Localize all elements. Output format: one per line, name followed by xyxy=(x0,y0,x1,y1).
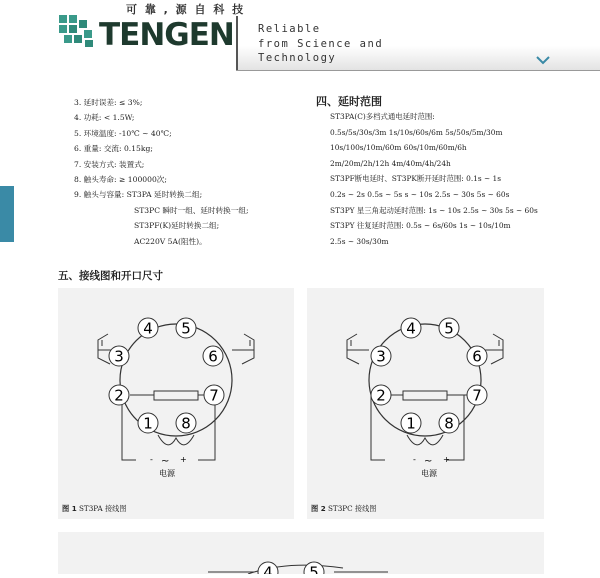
pin-6 xyxy=(203,346,223,366)
chevron-down-icon xyxy=(536,56,550,65)
svg-text:5: 5 xyxy=(309,563,319,574)
pin-7 xyxy=(204,385,224,405)
side-tab xyxy=(0,186,14,242)
header-divider xyxy=(236,70,600,71)
svg-text:3: 3 xyxy=(114,347,124,366)
plus-sign: + xyxy=(443,455,450,464)
spec-item: ST3PC 瞬时一组、延时转换一组; xyxy=(134,205,249,215)
power-supply-label: 电源 xyxy=(159,469,175,478)
pin-3 xyxy=(371,346,391,366)
range-line: 0.2s ~ 2s 0.5s ~ 5s s ~ 10s 2.5s ~ 30s 5s ~ 60s xyxy=(330,189,510,199)
spec-item: 6. 重量: 交流: 0.15kg; xyxy=(74,144,153,154)
wiring-diagram-st3pc xyxy=(307,288,544,519)
figure-title: ST3PC 接线图 xyxy=(328,504,377,513)
wiring-diagram-partial xyxy=(58,532,544,574)
figure-number: 图 1 xyxy=(62,504,77,513)
svg-text:6: 6 xyxy=(472,347,482,366)
svg-text:6: 6 xyxy=(208,347,218,366)
wiring-svg xyxy=(58,532,544,574)
wiring-svg xyxy=(307,288,544,519)
range-line: 0.5s/5s/30s/3m 1s/10s/60s/6m 5s/50s/5m/30m xyxy=(330,127,503,137)
svg-text:4: 4 xyxy=(406,319,416,338)
pin-7 xyxy=(467,385,487,405)
spec-item: ST3PF(K)延时转换二组; xyxy=(134,221,220,231)
svg-text:4: 4 xyxy=(143,319,153,338)
pin-8 xyxy=(439,413,459,433)
pin-4 xyxy=(258,562,278,574)
pin-5 xyxy=(304,562,324,574)
svg-text:5: 5 xyxy=(444,319,454,338)
pin-5 xyxy=(176,318,196,338)
power-supply-label: 电源 xyxy=(421,469,437,478)
svg-text:8: 8 xyxy=(444,414,454,433)
spec-item: 8. 触头寿命: ≥ 100000次; xyxy=(74,174,167,184)
svg-text:4: 4 xyxy=(263,563,273,574)
ac-symbol: ~ xyxy=(424,456,433,467)
spec-item: 3. 延时误差: ≤ 3%; xyxy=(74,98,143,107)
tengen-logo-icon xyxy=(58,14,96,48)
wiring-svg xyxy=(58,288,294,519)
pin-1 xyxy=(401,413,421,433)
section-4-title: 四、延时范围 xyxy=(316,95,382,108)
svg-text:2: 2 xyxy=(114,386,124,405)
figure-title: ST3PA 接线图 xyxy=(79,504,127,513)
wiring-diagram-st3pa xyxy=(58,288,294,519)
figure-caption xyxy=(62,504,127,514)
svg-text:8: 8 xyxy=(181,414,191,433)
pin-4 xyxy=(138,318,158,338)
range-line: ST3PY 星三角起动延时范围: 1s ~ 10s 2.5s ~ 30s 5s ~ 60s xyxy=(330,205,538,215)
spec-item: 9. 触头与容量: ST3PA 延时转换二组; xyxy=(74,190,203,200)
pin-3 xyxy=(109,346,129,366)
pin-2 xyxy=(371,385,391,405)
pin-8 xyxy=(176,413,196,433)
svg-text:2: 2 xyxy=(376,386,386,405)
pin-1 xyxy=(138,413,158,433)
minus-sign: - xyxy=(413,455,416,464)
plus-sign: + xyxy=(180,455,187,464)
spec-item: AC220V 5A(阻性)。 xyxy=(134,236,207,246)
slogan-cn: 可 靠 , 源 自 科 技 xyxy=(126,3,246,16)
spec-item: 4. 功耗: < 1.5W; xyxy=(74,113,135,123)
pin-6 xyxy=(467,346,487,366)
tagline-line-1: Reliable xyxy=(258,23,321,35)
svg-text:1: 1 xyxy=(143,414,153,433)
svg-text:7: 7 xyxy=(209,386,219,405)
figure-number: 图 2 xyxy=(311,504,326,513)
figure-caption xyxy=(311,504,376,514)
range-line: ST3PA(C)多档式通电延时范围: xyxy=(330,112,435,121)
pin-2 xyxy=(109,385,129,405)
minus-sign: - xyxy=(150,455,153,464)
range-line: 10s/100s/10m/60m 60s/10m/60m/6h xyxy=(330,143,467,153)
tagline xyxy=(258,22,383,66)
section-5-title: 五、接线图和开口尺寸 xyxy=(58,270,163,282)
spec-item: 5. 环境温度: -10℃ ~ 40℃; xyxy=(74,128,172,138)
range-line: ST3PF断电延时、ST3PK断开延时范围: 0.1s ~ 1s xyxy=(330,174,502,184)
svg-text:3: 3 xyxy=(376,347,386,366)
range-line: 2.5s ~ 30s/30m xyxy=(330,236,389,246)
svg-text:1: 1 xyxy=(406,414,416,433)
range-line: 2m/20m/2h/12h 4m/40m/4h/24h xyxy=(330,158,451,168)
tagline-line-3: Technology xyxy=(258,52,337,64)
ac-symbol: ~ xyxy=(161,456,170,467)
tagline-line-2: from Science and xyxy=(258,37,384,50)
delay-ranges xyxy=(330,109,538,249)
pin-4 xyxy=(401,318,421,338)
brand-name: TENGEN xyxy=(99,17,234,53)
spec-item: 7. 安装方式: 装置式; xyxy=(74,159,145,169)
svg-text:5: 5 xyxy=(181,319,191,338)
svg-text:7: 7 xyxy=(472,386,482,405)
range-line: ST3PY 往复延时范围: 0.5s ~ 6s/60s 1s ~ 10s/10m xyxy=(330,221,511,231)
pin-5 xyxy=(439,318,459,338)
spec-list xyxy=(74,95,249,249)
